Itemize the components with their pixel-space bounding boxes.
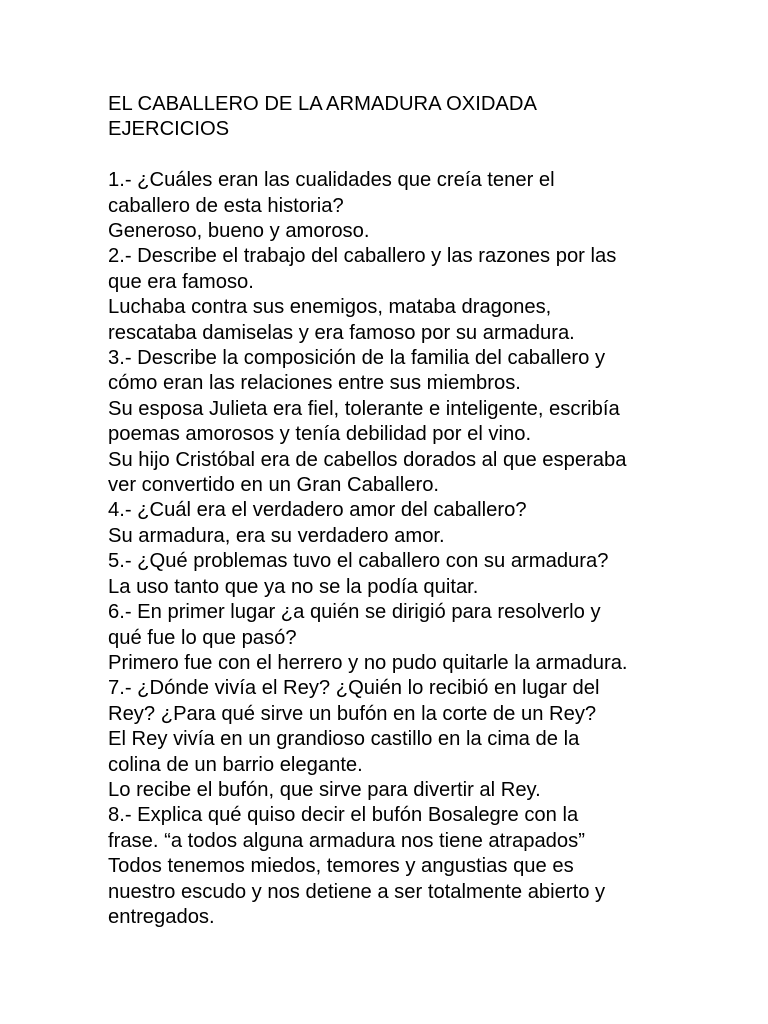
text-line: cómo eran las relaciones entre sus miembros.: [108, 372, 521, 395]
text-line: 8.- Explica qué quiso decir el bufón Bosalegre con la: [108, 804, 579, 827]
text-line: 6.- En primer lugar ¿a quién se dirigió para resolverlo y: [108, 601, 601, 624]
text-line: entregados.: [108, 905, 215, 928]
text-line: ver convertido en un Gran Caballero.: [108, 474, 440, 497]
text-line: Luchaba contra sus enemigos, mataba dragones,: [108, 296, 552, 319]
text-line: 4.- ¿Cuál era el verdadero amor del caballero?: [108, 499, 527, 522]
text-line: Su armadura, era su verdadero amor.: [108, 524, 445, 547]
text-line: caballero de esta historia?: [108, 194, 344, 217]
text-line: colina de un barrio elegante.: [108, 753, 363, 776]
text-line: 7.- ¿Dónde vivía el Rey? ¿Quién lo recibió en lugar del: [108, 677, 600, 700]
text-line: Lo recibe el bufón, que sirve para divertir al Rey.: [108, 778, 541, 801]
text-line: qué fue lo que pasó?: [108, 626, 297, 649]
text-line: 2.- Describe el trabajo del caballero y las razones por las: [108, 245, 617, 268]
text-line: frase. “a todos alguna armadura nos tiene atrapados”: [108, 829, 585, 852]
exercise-lines: [108, 168, 668, 930]
text-line: Su hijo Cristóbal era de cabellos dorados al que esperaba: [108, 448, 627, 471]
text-line: Todos tenemos miedos, temores y angustias que es: [108, 855, 574, 878]
text-line: Generoso, bueno y amoroso.: [108, 220, 370, 243]
text-line: rescataba damiselas y era famoso por su armadura.: [108, 321, 575, 344]
blank-line: [108, 143, 668, 168]
text-line: que era famoso.: [108, 270, 254, 293]
text-line: Rey? ¿Para qué sirve un bufón en la corte de un Rey?: [108, 702, 597, 725]
text-line: 5.- ¿Qué problemas tuvo el caballero con su armadura?: [108, 550, 609, 573]
document-subtitle: EJERCICIOS: [108, 118, 230, 141]
document-body: [108, 92, 668, 930]
text-line: Primero fue con el herrero y no pudo quitarle la armadura.: [108, 651, 628, 674]
text-line: La uso tanto que ya no se la podía quitar.: [108, 575, 479, 598]
text-line: El Rey vivía en un grandioso castillo en la cima de la: [108, 728, 580, 751]
text-line: 3.- Describe la composición de la familia del caballero y: [108, 347, 606, 370]
text-line: 1.- ¿Cuáles eran las cualidades que creía tener el: [108, 169, 555, 192]
text-line: poemas amorosos y tenía debilidad por el vino.: [108, 423, 532, 446]
text-line: Su esposa Julieta era fiel, tolerante e inteligente, escribía: [108, 397, 620, 420]
document-title: EL CABALLERO DE LA ARMADURA OXIDADA: [108, 93, 537, 115]
text-line: nuestro escudo y nos detiene a ser totalmente abierto y: [108, 880, 606, 903]
